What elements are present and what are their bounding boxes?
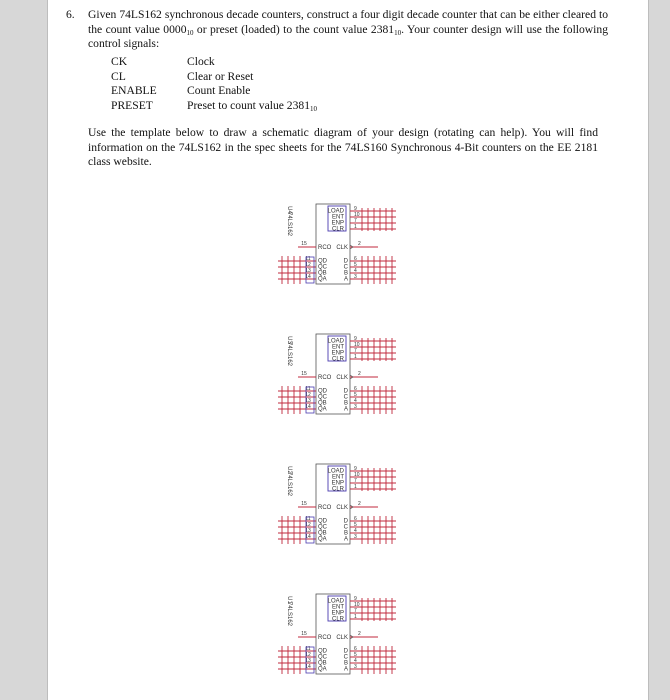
pin-number: 3: [354, 404, 357, 410]
input-pin-label: C: [343, 394, 348, 401]
input-pin-label: D: [343, 518, 348, 525]
pin-number: 4: [354, 528, 357, 534]
input-pin-label: C: [343, 524, 348, 531]
control-pin-label: CLR: [331, 616, 344, 623]
signal-row: [111, 84, 317, 99]
control-pin-label: ENT: [332, 604, 344, 611]
control-pin-label: ENT: [332, 344, 344, 351]
counter-chip-svg: [278, 590, 398, 690]
output-pin-label: QB: [318, 400, 327, 407]
pin-number: 9: [354, 206, 357, 212]
pin-number: 3: [354, 664, 357, 670]
chip-part-label: 74LS162: [286, 601, 292, 627]
control-pin-label: CLR: [331, 356, 344, 363]
pin-number: 1: [354, 224, 357, 230]
input-pin-label: D: [343, 258, 348, 265]
input-pin-label: C: [343, 654, 348, 661]
template-instructions: Use the template below to draw a schematic diagram of your design (rotating can help). You will find information on the 74LS162 in the spec sheets for the 74LS160 Synchronous 4-Bit counters on the EE 2181 class website.: [88, 126, 598, 169]
pin-number: 4: [354, 658, 357, 664]
pin-number: 7: [354, 218, 357, 224]
pin-number: 15: [301, 501, 307, 507]
question-text: Given 74LS162 synchronous decade counters, construct a four digit decade counter that can be either cleared to the count value $0000_{10}$ or preset (loaded) to the count value $2381_{10}$. Your counter design will use the following control signals:: [88, 8, 608, 51]
pin-number: 13: [305, 658, 311, 664]
signal-name: PRESET: [111, 98, 153, 112]
pin-number: 13: [305, 268, 311, 274]
output-pin-label: QA: [318, 666, 327, 673]
counter-chip-svg: [278, 330, 398, 430]
input-pin-label: A: [343, 276, 348, 283]
chip-part-label: 74LS162: [286, 211, 292, 237]
pin-number: 4: [354, 268, 357, 274]
pin-number: 11: [305, 646, 311, 652]
pin-number: 12: [305, 262, 311, 268]
input-pin-label: A: [343, 406, 348, 413]
output-pin-label: QC: [318, 394, 327, 401]
chip-ref-label: U4: [286, 206, 292, 214]
control-pin-label: ENT: [332, 214, 344, 221]
pin-number: 14: [305, 534, 311, 540]
clk-label: CLK: [336, 375, 348, 381]
subscript-base-10: 10: [310, 104, 317, 113]
control-pin-label: ENT: [332, 474, 344, 481]
pin-number: 2: [358, 631, 361, 637]
pin-number: 7: [354, 478, 357, 484]
counter-chip-symbol: [278, 330, 398, 430]
signal-row: [111, 70, 317, 85]
pin-number: 4: [354, 398, 357, 404]
control-pin-label: ENP: [331, 610, 344, 617]
counter-chip-symbol: [278, 590, 398, 690]
output-pin-label: QB: [318, 270, 327, 277]
pin-number: 2: [358, 371, 361, 377]
pin-number: 10: [354, 212, 360, 218]
pin-number: 15: [301, 241, 307, 247]
rco-label: RCO: [318, 245, 332, 251]
input-pin-label: B: [343, 400, 348, 407]
subscript-base-10: 10: [394, 28, 402, 37]
chip-ref-label: U3: [286, 336, 292, 344]
pin-number: 5: [354, 522, 357, 528]
input-pin-label: B: [343, 270, 348, 277]
control-pin-label: LOAD: [327, 468, 344, 475]
signal-desc: Preset to count value $2381_{10}$: [187, 98, 317, 113]
clk-label: CLK: [336, 635, 348, 641]
output-pin-label: QB: [318, 660, 327, 667]
chip-ref-label: U2: [286, 466, 292, 474]
output-pin-label: QD: [318, 518, 327, 525]
pin-number: 5: [354, 262, 357, 268]
input-pin-label: B: [343, 660, 348, 667]
question-number: 6.: [66, 8, 75, 21]
pin-number: 5: [354, 392, 357, 398]
pin-number: 7: [354, 608, 357, 614]
signal-row: [111, 99, 317, 114]
output-pin-label: QA: [318, 276, 327, 283]
subscript-base-10: 10: [186, 28, 194, 37]
control-pin-label: CLR: [331, 486, 344, 493]
pin-number: 9: [354, 466, 357, 472]
pin-number: 5: [354, 652, 357, 658]
input-pin-label: A: [343, 666, 348, 673]
pin-number: 6: [354, 386, 357, 392]
pin-number: 14: [305, 274, 311, 280]
pin-number: 10: [354, 602, 360, 608]
counter-chip-svg: [278, 200, 398, 300]
pin-number: 10: [354, 472, 360, 478]
control-pin-label: ENP: [331, 480, 344, 487]
document-page: [47, 0, 649, 700]
output-pin-label: QD: [318, 258, 327, 265]
counter-chip-symbol: [278, 460, 398, 560]
pin-number: 1: [354, 484, 357, 490]
input-pin-label: B: [343, 530, 348, 537]
pin-number: 6: [354, 646, 357, 652]
pin-number: 15: [301, 371, 307, 377]
pin-number: 3: [354, 274, 357, 280]
control-pin-label: LOAD: [327, 208, 344, 215]
signal-name: ENABLE: [111, 84, 157, 98]
input-pin-label: A: [343, 536, 348, 543]
pin-number: 12: [305, 652, 311, 658]
rco-label: RCO: [318, 635, 332, 641]
control-pin-label: LOAD: [327, 338, 344, 345]
pin-number: 6: [354, 516, 357, 522]
input-pin-label: D: [343, 648, 348, 655]
signal-desc: Count Enable: [187, 84, 251, 98]
output-pin-label: QB: [318, 530, 327, 537]
output-pin-label: QA: [318, 406, 327, 413]
output-pin-label: QD: [318, 648, 327, 655]
output-pin-label: QC: [318, 264, 327, 271]
control-pin-label: CLR: [331, 226, 344, 233]
pin-number: 15: [301, 631, 307, 637]
pin-number: 11: [305, 386, 311, 392]
pin-number: 2: [358, 241, 361, 247]
chip-ref-label: U1: [286, 596, 292, 604]
pin-number: 11: [305, 516, 311, 522]
control-signal-table: [111, 55, 317, 113]
control-pin-label: ENP: [331, 350, 344, 357]
pin-number: 2: [358, 501, 361, 507]
pin-number: 14: [305, 664, 311, 670]
chip-part-label: 74LS162: [286, 341, 292, 367]
pin-number: 7: [354, 348, 357, 354]
signal-desc: Clock: [187, 55, 215, 68]
output-pin-label: QA: [318, 536, 327, 543]
pin-number: 13: [305, 398, 311, 404]
signal-name: CL: [111, 69, 126, 83]
pin-number: 6: [354, 256, 357, 262]
rco-label: RCO: [318, 505, 332, 511]
control-pin-label: LOAD: [327, 598, 344, 605]
control-pin-label: ENP: [331, 220, 344, 227]
pin-number: 11: [305, 256, 311, 262]
input-pin-label: C: [343, 264, 348, 271]
output-pin-label: QC: [318, 524, 327, 531]
signal-desc: Clear or Reset: [187, 69, 254, 83]
pin-number: 1: [354, 614, 357, 620]
pin-number: 9: [354, 596, 357, 602]
pin-number: 12: [305, 522, 311, 528]
clk-label: CLK: [336, 505, 348, 511]
pin-number: 12: [305, 392, 311, 398]
counter-chip-svg: [278, 460, 398, 560]
signal-name: CK: [111, 55, 128, 68]
pin-number: 14: [305, 404, 311, 410]
input-pin-label: D: [343, 388, 348, 395]
pin-number: 3: [354, 534, 357, 540]
signal-row: [111, 55, 317, 70]
rco-label: RCO: [318, 375, 332, 381]
clk-label: CLK: [336, 245, 348, 251]
pin-number: 9: [354, 336, 357, 342]
pin-number: 10: [354, 342, 360, 348]
pin-number: 1: [354, 354, 357, 360]
pin-number: 13: [305, 528, 311, 534]
output-pin-label: QC: [318, 654, 327, 661]
output-pin-label: QD: [318, 388, 327, 395]
counter-chip-symbol: [278, 200, 398, 300]
chip-part-label: 74LS162: [286, 471, 292, 497]
